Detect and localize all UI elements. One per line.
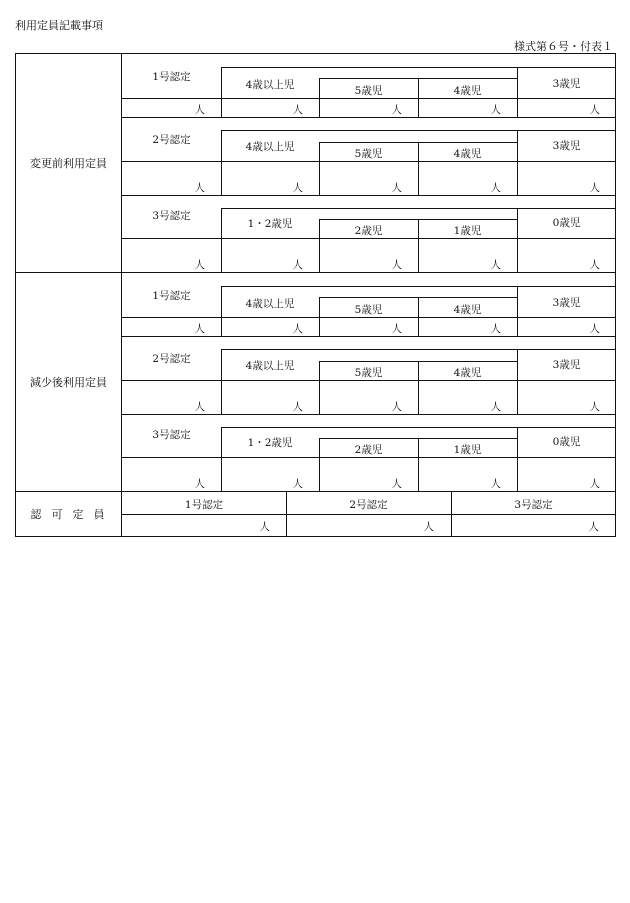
unit-cell-2[interactable]: 人 xyxy=(292,478,303,490)
cert-label: 2号認定 xyxy=(152,353,191,365)
unit-cell-3[interactable]: 人 xyxy=(391,259,402,271)
cert-label: 1号認定 xyxy=(152,71,191,83)
unit-cell-1[interactable]: 人 xyxy=(194,323,205,335)
unit-cell-4[interactable]: 人 xyxy=(490,401,501,413)
capacity-col-2: 2号認定 xyxy=(349,499,388,511)
sub-header-2: 4歳児 xyxy=(453,367,482,379)
cert-label: 3号認定 xyxy=(152,429,191,441)
section-before-label: 変更前利用定員 xyxy=(16,54,122,272)
unit-cell-5[interactable]: 人 xyxy=(589,104,600,116)
unit-cell-2[interactable]: 人 xyxy=(292,401,303,413)
after-cert-block-1 xyxy=(122,273,615,336)
unit-cell-3[interactable]: 人 xyxy=(391,478,402,490)
capacity-unit-2[interactable]: 人 xyxy=(423,521,434,533)
unit-cell-3[interactable]: 人 xyxy=(391,323,402,335)
section-before xyxy=(15,53,616,273)
unit-cell-2[interactable]: 人 xyxy=(292,259,303,271)
group-header: 4歳以上児 xyxy=(245,360,295,372)
sub-header-2: 1歳児 xyxy=(453,444,482,456)
unit-cell-5[interactable]: 人 xyxy=(589,323,600,335)
unit-cell-5[interactable]: 人 xyxy=(589,401,600,413)
section-after-label: 減少後利用定員 xyxy=(16,273,122,491)
before-cert-block-1 xyxy=(122,54,615,117)
capacity-label: 認可定員 xyxy=(16,492,122,536)
cert-label: 3号認定 xyxy=(152,210,191,222)
group-header: 4歳以上児 xyxy=(245,141,295,153)
sub-header-1: 2歳児 xyxy=(354,444,383,456)
group-header: 1・2歳児 xyxy=(247,218,293,230)
sub-header-1: 5歳児 xyxy=(354,304,383,316)
group-header: 1・2歳児 xyxy=(247,437,293,449)
unit-cell-3[interactable]: 人 xyxy=(391,182,402,194)
unit-cell-2[interactable]: 人 xyxy=(292,104,303,116)
unit-cell-2[interactable]: 人 xyxy=(292,323,303,335)
right-header: 0歳児 xyxy=(552,436,581,448)
before-cert-block-2 xyxy=(122,117,615,195)
group-header: 4歳以上児 xyxy=(245,79,295,91)
unit-cell-5[interactable]: 人 xyxy=(589,478,600,490)
right-header: 3歳児 xyxy=(552,297,581,309)
section-capacity xyxy=(15,491,616,537)
capacity-unit-1[interactable]: 人 xyxy=(259,521,270,533)
form-number: 様式第６号・付表１ xyxy=(514,40,613,53)
unit-cell-1[interactable]: 人 xyxy=(194,259,205,271)
unit-cell-1[interactable]: 人 xyxy=(194,478,205,490)
unit-cell-2[interactable]: 人 xyxy=(292,182,303,194)
unit-cell-1[interactable]: 人 xyxy=(194,401,205,413)
doc-title: 利用定員記載事項 xyxy=(15,19,103,32)
unit-cell-1[interactable]: 人 xyxy=(194,104,205,116)
unit-cell-4[interactable]: 人 xyxy=(490,259,501,271)
capacity-unit-3[interactable]: 人 xyxy=(588,521,599,533)
sub-header-2: 4歳児 xyxy=(453,304,482,316)
unit-cell-1[interactable]: 人 xyxy=(194,182,205,194)
unit-cell-5[interactable]: 人 xyxy=(589,259,600,271)
sub-header-2: 4歳児 xyxy=(453,148,482,160)
unit-cell-3[interactable]: 人 xyxy=(391,401,402,413)
right-header: 3歳児 xyxy=(552,359,581,371)
right-header: 0歳児 xyxy=(552,217,581,229)
group-header: 4歳以上児 xyxy=(245,298,295,310)
cert-label: 1号認定 xyxy=(152,290,191,302)
section-after xyxy=(15,272,616,492)
sub-header-2: 4歳児 xyxy=(453,85,482,97)
sub-header-1: 5歳児 xyxy=(354,148,383,160)
cert-label: 2号認定 xyxy=(152,134,191,146)
sub-header-1: 2歳児 xyxy=(354,225,383,237)
unit-cell-4[interactable]: 人 xyxy=(490,104,501,116)
unit-cell-4[interactable]: 人 xyxy=(490,478,501,490)
right-header: 3歳児 xyxy=(552,140,581,152)
sub-header-2: 1歳児 xyxy=(453,225,482,237)
unit-cell-3[interactable]: 人 xyxy=(391,104,402,116)
sub-header-1: 5歳児 xyxy=(354,367,383,379)
capacity-form xyxy=(15,53,616,537)
capacity-col-3: 3号認定 xyxy=(514,499,553,511)
after-cert-block-2 xyxy=(122,336,615,414)
unit-cell-5[interactable]: 人 xyxy=(589,182,600,194)
unit-cell-4[interactable]: 人 xyxy=(490,323,501,335)
right-header: 3歳児 xyxy=(552,78,581,90)
capacity-col-1: 1号認定 xyxy=(184,499,224,511)
sub-header-1: 5歳児 xyxy=(354,85,383,97)
unit-cell-4[interactable]: 人 xyxy=(490,182,501,194)
before-cert-block-3 xyxy=(122,195,615,272)
after-cert-block-3 xyxy=(122,414,615,491)
